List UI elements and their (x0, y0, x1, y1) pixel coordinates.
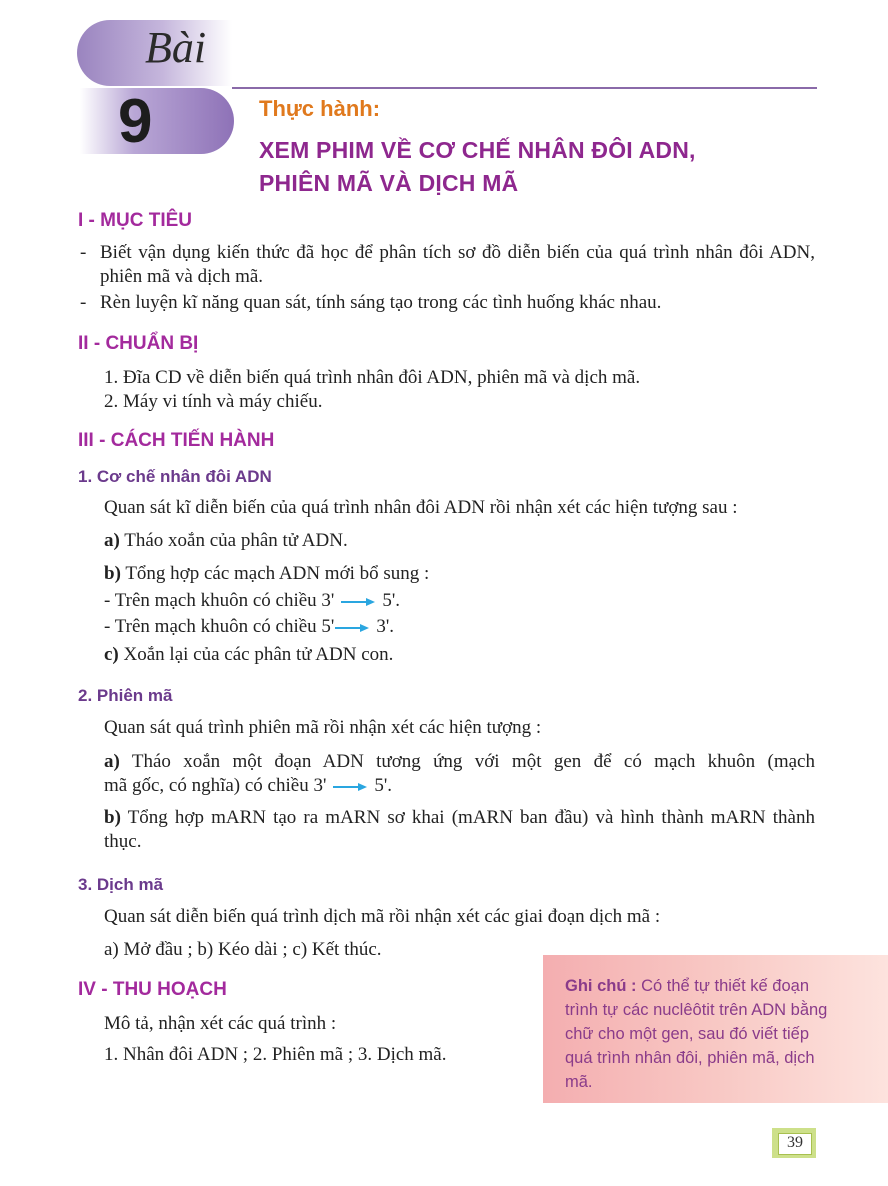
replication-line-5to3 (104, 615, 394, 639)
section-heading-procedure: III - CÁCH TIẾN HÀNH (78, 430, 275, 451)
objective-item-2: - Rèn luyện kĩ năng quan sát, tính sáng tạo trong các tình huống khác nhau. (80, 291, 815, 315)
transcription-b-text: Tổng hợp mARN tạo ra mARN sơ khai (mARN ban đầu) và hình thành mARN thành thục. (104, 807, 815, 852)
translation-stages: a) Mở đầu ; b) Kéo dài ; c) Kết thúc. (104, 939, 382, 960)
results-intro: Mô tả, nhận xét các quá trình : (104, 1013, 337, 1034)
lesson-number: 9 (118, 87, 153, 156)
lesson-title (259, 134, 696, 200)
replication-c-text: Xoắn lại của các phân tử ADN con. (123, 644, 394, 665)
line1-suffix: 5'. (382, 590, 401, 611)
objective-item-2-text: Rèn luyện kĩ năng quan sát, tính sáng tạo trong các tình huống khác nhau. (100, 292, 662, 313)
lesson-title-line2: PHIÊN MÃ VÀ DỊCH MÃ (259, 170, 519, 196)
note-text: Có thể tự thiết kế đoạn trình tự các nuclêôtit trên ADN bằng chữ cho một gen, sau đó viết tiếp quá trình nhân đôi, phiên mã, dịch mã. (565, 977, 828, 1091)
section-heading-objectives: I - MỤC TIÊU (78, 210, 192, 231)
section-heading-preparation: II - CHUẨN BỊ (78, 333, 199, 354)
transcription-a-label: a) (104, 751, 120, 772)
subheading-translation: 3. Dịch mã (78, 875, 164, 894)
lesson-subtitle: Thực hành: (259, 96, 381, 121)
page-number: 39 (787, 1134, 803, 1151)
replication-a-label: a) (104, 530, 120, 551)
lesson-number-bg (80, 88, 234, 154)
results-items: 1. Nhân đôi ADN ; 2. Phiên mã ; 3. Dịch mã. (104, 1044, 447, 1065)
objective-item-1: - Biết vận dụng kiến thức đã học để phân tích sơ đồ diễn biến của quá trình nhân đôi ADN, phiên mã và dịch mã. (80, 242, 815, 287)
transcription-a-text2: mã gốc, có nghĩa) có chiều 3' (104, 775, 327, 796)
translation-intro: Quan sát diễn biến quá trình dịch mã rồi nhận xét các giai đoạn dịch mã : (104, 906, 661, 927)
replication-b-label: b) (104, 563, 121, 584)
prep-item-2: 2. Máy vi tính và máy chiếu. (104, 391, 323, 412)
replication-a-text: Tháo xoắn của phân tử ADN. (124, 530, 348, 551)
replication-b-text: Tổng hợp các mạch ADN mới bổ sung : (125, 563, 430, 584)
transcription-b-label: b) (104, 807, 121, 828)
transcription-a-text1: Tháo xoắn một đoạn ADN tương ứng với một gen để có mạch khuôn (mạch (131, 751, 815, 772)
title-rule (232, 87, 817, 89)
arrow-right-icon (334, 623, 370, 633)
line2-prefix: - Trên mạch khuôn có chiều 5' (104, 616, 335, 637)
subheading-transcription: 2. Phiên mã (78, 686, 173, 705)
line1-prefix: - Trên mạch khuôn có chiều 3' (104, 590, 335, 611)
replication-c-label: c) (104, 644, 119, 665)
objective-item-1-text: Biết vận dụng kiến thức đã học để phân tích sơ đồ diễn biến của quá trình nhân đôi ADN, phiên mã và dịch mã. (100, 242, 815, 287)
replication-b (104, 562, 429, 586)
lesson-title-line1: XEM PHIM VỀ CƠ CHẾ NHÂN ĐÔI ADN, (259, 137, 696, 163)
line2-suffix: 3'. (376, 616, 395, 637)
transcription-a-text3: 5'. (374, 775, 393, 796)
prep-item-1: 1. Đĩa CD về diễn biến quá trình nhân đôi ADN, phiên mã và dịch mã. (104, 367, 641, 388)
arrow-right-icon (340, 597, 376, 607)
replication-intro: Quan sát kĩ diễn biến của quá trình nhân đôi ADN rồi nhận xét các hiện tượng sau : (104, 497, 738, 518)
transcription-b (104, 806, 815, 854)
note-label: Ghi chú : (565, 977, 637, 995)
transcription-a (104, 750, 815, 798)
note-content (565, 974, 830, 1094)
replication-line-3to5 (104, 589, 400, 613)
section-heading-results: IV - THU HOẠCH (78, 979, 227, 1000)
replication-a (104, 529, 348, 553)
replication-c (104, 643, 393, 667)
arrow-right-icon (332, 782, 368, 792)
subheading-replication: 1. Cơ chế nhân đôi ADN (78, 467, 272, 486)
transcription-intro: Quan sát quá trình phiên mã rồi nhận xét các hiện tượng : (104, 717, 542, 738)
bai-label: Bài (145, 23, 207, 72)
